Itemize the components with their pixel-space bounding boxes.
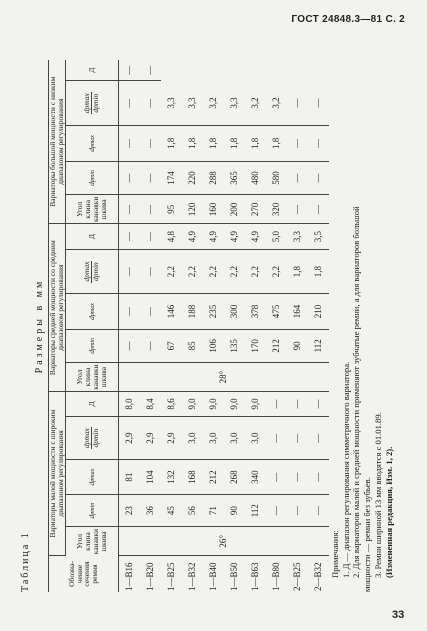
medium-value-cell: 3,5 — [308, 224, 329, 249]
small-value-cell: 56 — [182, 494, 203, 527]
large-value-cell: 3,2 — [203, 81, 224, 126]
dpmax-header-large: dpmax — [65, 126, 118, 161]
large-value-cell: 95 — [161, 195, 182, 224]
note-2b: мощности — ремни без зубьев. — [362, 477, 373, 592]
small-value-cell: 268 — [224, 460, 245, 494]
large-value-cell: 1,8 — [161, 126, 182, 161]
small-value-cell: — — [308, 460, 329, 494]
small-value-cell: 81 — [118, 460, 140, 494]
medium-value-cell: — — [140, 224, 161, 249]
small-value-cell: — — [266, 392, 287, 417]
medium-value-cell: — — [118, 294, 140, 329]
row-label-cell: 1—В25 — [165, 562, 176, 591]
large-value-cell: 1,8 — [245, 126, 266, 161]
row-label-cell: 1—В50 — [228, 562, 239, 591]
table-row — [308, 60, 329, 592]
large-value-cell: 270 — [245, 195, 266, 224]
large-value-cell: — — [308, 126, 329, 161]
dimensions-table — [48, 60, 329, 592]
large-value-cell: — — [287, 195, 308, 224]
small-value-cell: — — [287, 416, 308, 460]
large-value-cell: 3,2 — [245, 81, 266, 126]
small-value-cell: 8,6 — [161, 392, 182, 417]
small-value-cell: 3,0 — [182, 416, 203, 460]
medium-value-cell: — — [140, 294, 161, 329]
large-value-cell: 120 — [182, 195, 203, 224]
angle-header-large: Угол клина канавки шкива — [65, 195, 118, 224]
medium-value-cell: 4,9 — [182, 224, 203, 249]
medium-value-cell: 378 — [245, 294, 266, 329]
row-label-cell: 2—В32 — [312, 562, 323, 591]
large-value-cell: 3,2 — [266, 81, 287, 126]
page-number: 33 — [392, 609, 405, 621]
medium-value-cell: 146 — [161, 294, 182, 329]
large-value-cell: 1,8 — [203, 126, 224, 161]
medium-value-cell: 3,3 — [287, 224, 308, 249]
large-value-cell: — — [287, 161, 308, 195]
small-value-cell: — — [266, 460, 287, 494]
large-value-cell: — — [140, 126, 161, 161]
medium-value-cell: 170 — [245, 329, 266, 362]
table-row — [266, 60, 287, 592]
medium-value-cell: 475 — [266, 294, 287, 329]
small-value-cell: 340 — [245, 460, 266, 494]
medium-value-cell: 2,2 — [245, 249, 266, 294]
row-label-cell: 1—В32 — [186, 562, 197, 591]
medium-value-cell: 2,2 — [203, 249, 224, 294]
medium-value-cell: 4,9 — [203, 224, 224, 249]
range-header-small: Д — [65, 392, 118, 417]
angle-cell-medium: 28° — [118, 363, 329, 392]
large-value-cell: — — [140, 81, 161, 126]
medium-value-cell: 2,2 — [182, 249, 203, 294]
large-value-cell: — — [118, 161, 140, 195]
table-row — [287, 60, 308, 592]
row-label-cell: 1—В16 — [123, 562, 134, 591]
angle-header-small: Угол клина канавки шкива — [65, 527, 118, 556]
table-row — [245, 60, 266, 592]
large-value-cell: — — [308, 161, 329, 195]
small-value-cell: — — [308, 416, 329, 460]
small-value-cell: 3,0 — [203, 416, 224, 460]
large-value-cell: — — [118, 81, 140, 126]
small-value-cell: 2,9 — [161, 416, 182, 460]
large-value-cell: 480 — [245, 161, 266, 195]
medium-value-cell: 4,9 — [245, 224, 266, 249]
notes-heading: Примечания: — [330, 530, 340, 578]
angle-header-medium: Угол клина канавки шкива — [65, 363, 118, 392]
table-title: Размеры в мм — [34, 278, 45, 374]
medium-value-cell: 5,0 — [266, 224, 287, 249]
medium-value-cell: 135 — [224, 329, 245, 362]
small-value-cell: 9,0 — [224, 392, 245, 417]
range-header-large: Д — [65, 60, 118, 81]
large-value-cell: 580 — [266, 161, 287, 195]
row-label-cell: 1—В20 — [144, 562, 155, 591]
large-value-cell: 3,3 — [161, 81, 182, 126]
medium-value-cell: 4,8 — [161, 224, 182, 249]
small-value-cell: 45 — [161, 494, 182, 527]
small-value-cell: 3,0 — [224, 416, 245, 460]
large-value-cell: 1,8 — [182, 126, 203, 161]
small-value-cell: 168 — [182, 460, 203, 494]
large-empty-cell: — — [118, 60, 140, 81]
dpmin-header-medium: dpmin — [65, 329, 118, 362]
small-value-cell: — — [266, 494, 287, 527]
large-value-cell: — — [287, 126, 308, 161]
row-label-cell: 1—В40 — [207, 562, 218, 591]
small-value-cell: — — [308, 494, 329, 527]
medium-value-cell: 1,8 — [308, 249, 329, 294]
note-2a: 2. Для вариаторов малой и средней мощности применяют зубчатые ремни, а для вариаторов большой — [351, 206, 362, 578]
large-value-cell: 288 — [203, 161, 224, 195]
row-label-cell: 1—В80 — [270, 562, 281, 591]
small-value-cell: 23 — [118, 494, 140, 527]
section-header: Обозна-чение сечения ремня — [49, 556, 119, 593]
range-header-medium: Д — [65, 224, 118, 249]
small-value-cell: 8,4 — [140, 392, 161, 417]
large-value-cell: 174 — [161, 161, 182, 195]
table-row — [140, 60, 161, 592]
medium-value-cell: 90 — [287, 329, 308, 362]
medium-value-cell: — — [140, 249, 161, 294]
medium-value-cell: 1,8 — [287, 249, 308, 294]
dpmax-header-small: dpmax — [65, 460, 118, 494]
medium-value-cell: 106 — [203, 329, 224, 362]
large-value-cell: 3,3 — [182, 81, 203, 126]
small-value-cell: 112 — [245, 494, 266, 527]
small-value-cell: — — [266, 416, 287, 460]
large-empty-cell: — — [140, 195, 161, 224]
table-row — [224, 60, 245, 592]
row-label-cell: 2—В25 — [291, 562, 302, 591]
small-value-cell: 212 — [203, 460, 224, 494]
ratio-header-large: dpmax dpmin — [65, 81, 118, 126]
large-power-header: Вариаторы большой мощности с низким диапазоном регулирования — [49, 60, 66, 224]
angle-cell-small: 26° — [118, 527, 329, 556]
small-value-cell: 9,0 — [182, 392, 203, 417]
dpmin-header-large: dpmin — [65, 161, 118, 195]
table-row — [203, 60, 224, 592]
large-value-cell: 220 — [182, 161, 203, 195]
medium-value-cell: 188 — [182, 294, 203, 329]
large-value-cell: — — [308, 81, 329, 126]
medium-value-cell: 4,9 — [224, 224, 245, 249]
medium-value-cell: — — [118, 249, 140, 294]
rotated-page-body — [20, 60, 400, 592]
page-footer — [0, 601, 427, 631]
ratio-header-small: dpmax dpmin — [65, 416, 118, 460]
medium-value-cell: 67 — [161, 329, 182, 362]
page-header — [0, 8, 427, 32]
small-value-cell: — — [287, 494, 308, 527]
dpmax-header-medium: dpmax — [65, 294, 118, 329]
small-value-cell: 9,0 — [203, 392, 224, 417]
large-value-cell: — — [308, 195, 329, 224]
medium-value-cell: 235 — [203, 294, 224, 329]
medium-value-cell: 112 — [308, 329, 329, 362]
edition-note: (Измененная редакция, Изм. 1, 2). — [383, 446, 394, 578]
small-value-cell: 90 — [224, 494, 245, 527]
table-row — [118, 60, 140, 592]
document-code: ГОСТ 24848.3—81 С. 2 — [291, 14, 405, 25]
table-row — [182, 60, 203, 592]
large-value-cell: — — [118, 126, 140, 161]
small-power-header: Вариаторы малой мощности с широким диапазоном регулирования — [49, 392, 66, 556]
table-body — [118, 60, 329, 592]
note-1: 1. Д — диапазон регулирования симметричного вариатора. — [340, 361, 351, 578]
small-value-cell: 9,0 — [245, 392, 266, 417]
large-value-cell: — — [287, 81, 308, 126]
medium-value-cell: 85 — [182, 329, 203, 362]
small-value-cell: — — [308, 392, 329, 417]
medium-power-header: Вариаторы средней мощности со средним диапазоном регулирования — [49, 224, 66, 392]
medium-value-cell: 300 — [224, 294, 245, 329]
large-value-cell: — — [140, 161, 161, 195]
small-value-cell: 3,0 — [245, 416, 266, 460]
medium-value-cell: 2,2 — [161, 249, 182, 294]
small-value-cell: 36 — [140, 494, 161, 527]
note-3: 3. Ремни шириной 13 мм вводятся с 01.01.89. — [372, 412, 383, 578]
large-empty-cell: — — [118, 195, 140, 224]
large-value-cell: 160 — [203, 195, 224, 224]
small-value-cell: — — [287, 460, 308, 494]
small-value-cell: 71 — [203, 494, 224, 527]
medium-value-cell: 2,2 — [224, 249, 245, 294]
small-value-cell: 8,0 — [118, 392, 140, 417]
medium-value-cell: — — [118, 224, 140, 249]
medium-value-cell: — — [140, 329, 161, 362]
small-value-cell: 2,9 — [140, 416, 161, 460]
medium-value-cell: 212 — [266, 329, 287, 362]
large-empty-cell: — — [140, 60, 161, 81]
table-row — [161, 60, 182, 592]
table-label: Таблица 1 — [20, 531, 31, 592]
small-value-cell: 104 — [140, 460, 161, 494]
ratio-header-medium: dpmax dpmin — [65, 249, 118, 294]
medium-value-cell: 164 — [287, 294, 308, 329]
small-value-cell: — — [287, 392, 308, 417]
table-notes — [330, 60, 394, 592]
large-value-cell: 320 — [266, 195, 287, 224]
large-value-cell: 1,8 — [266, 126, 287, 161]
medium-value-cell: 2,2 — [266, 249, 287, 294]
dpmin-header-small: dpmin — [65, 494, 118, 527]
small-value-cell: 132 — [161, 460, 182, 494]
large-value-cell: 200 — [224, 195, 245, 224]
row-label-cell: 1—В63 — [249, 562, 260, 591]
medium-value-cell: — — [118, 329, 140, 362]
large-value-cell: 1,8 — [224, 126, 245, 161]
small-value-cell: 2,9 — [118, 416, 140, 460]
medium-value-cell: 210 — [308, 294, 329, 329]
large-value-cell: 365 — [224, 161, 245, 195]
large-value-cell: 3,3 — [224, 81, 245, 126]
